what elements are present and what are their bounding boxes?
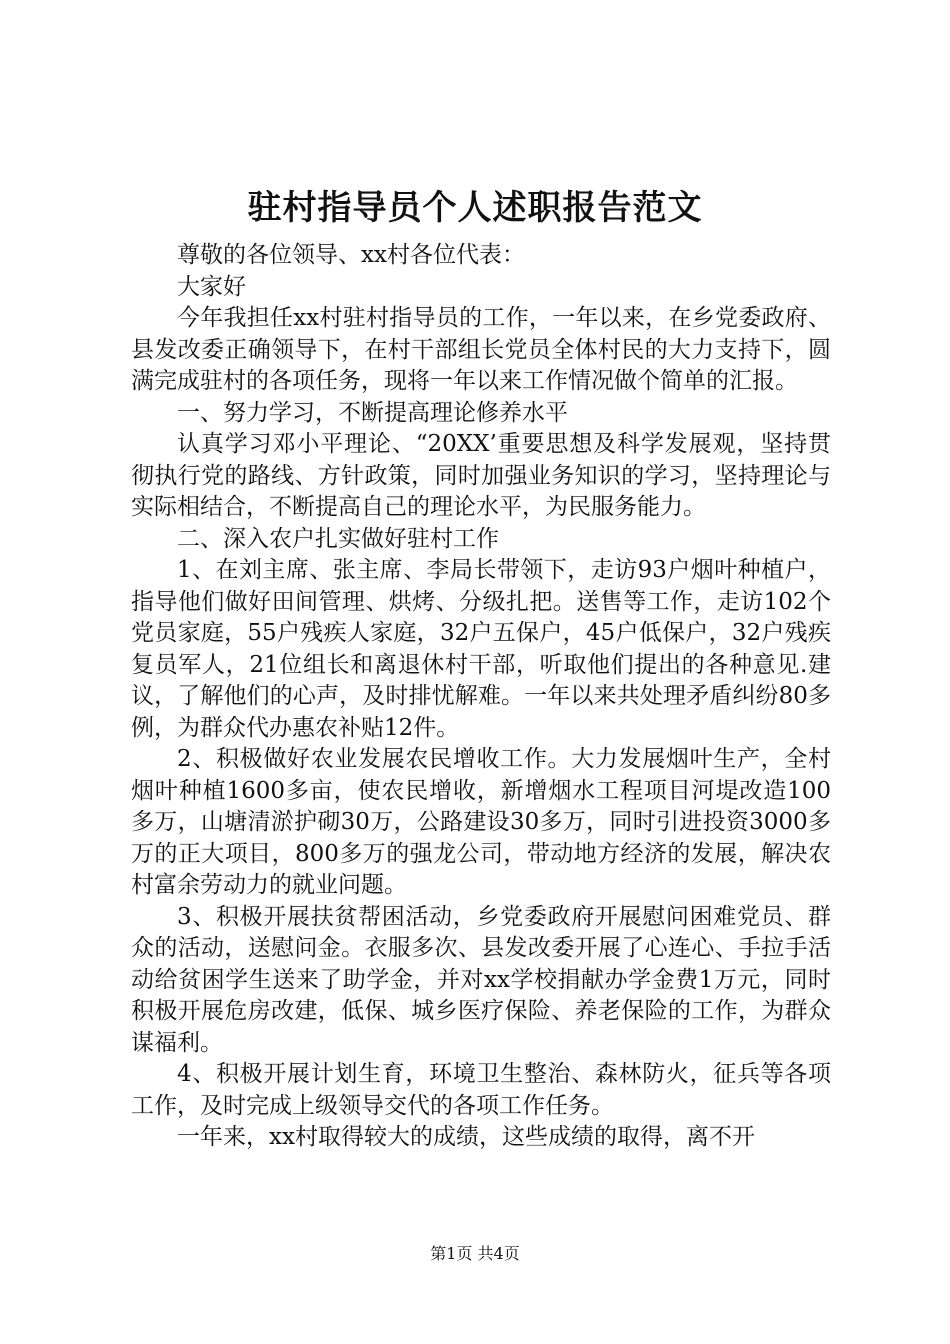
item-2-paragraph: 2、积极做好农业发展农民增收工作。大力发展烟叶生产，全村烟叶种植1600多亩，使农民增收，新增烟水工程项目河堤改造100多万，山塘清淤护砌30万，公路建设30多万，同时引进投资3000多万的正大项目，800多万的强龙公司，带动地方经济的发展，解决农村富余劳动力的就业问题。	[131, 746, 831, 898]
page-number: 第1页 共4页	[430, 1244, 520, 1263]
section-1-paragraph: 认真学习邓小平理论、“20XX’重要思想及科学发展观，坚持贯彻执行党的路线、方针政策，同时加强业务知识的学习，坚持理论与实际相结合，不断提高自己的理论水平，为民服务能力。	[131, 431, 831, 520]
document-body	[131, 240, 831, 1154]
intro-paragraph: 今年我担任xx村驻村指导员的工作，一年以来，在乡党委政府、县发改委正确领导下，在村干部组长党员全体村民的大力支持下，圆满完成驻村的各项任务，现将一年以来工作情况做个简单的汇报。	[131, 305, 831, 394]
section-heading-2: 二、深入农户扎实做好驻村工作	[177, 525, 499, 552]
section-heading-1: 一、努力学习，不断提高理论修养水平	[177, 399, 568, 426]
closing-paragraph: 一年来，xx村取得较大的成绩，这些成绩的取得，离不开	[177, 1124, 755, 1150]
item-1-paragraph: 1、在刘主席、张主席、李局长带领下，走访93户烟叶种植户，指导他们做好田间管理、烘烤、分级扎把。送售等工作，走访102个党员家庭，55户残疾人家庭，32户五保户，45户低保户，32户残疾复员军人，21位组长和离退休村干部，听取他们提出的各种意见.建议，了解他们的心声，及时排忧解难。一年以来共处理矛盾纠纷80多例，为群众代办惠农补贴12件。	[131, 557, 831, 741]
item-3-paragraph: 3、积极开展扶贫帮困活动，乡党委政府开展慰问困难党员、群众的活动，送慰问金。衣服多次、县发改委开展了心连心、手拉手活动给贫困学生送来了助学金，并对xx学校捐献办学金费1万元，同时积极开展危房改建，低保、城乡医疗保险、养老保险的工作，为群众谋福利。	[131, 903, 831, 1056]
item-4-paragraph: 4、积极开展计划生育，环境卫生整治、森林防火，征兵等各项工作，及时完成上级领导交代的各项工作任务。	[131, 1061, 831, 1119]
salutation: 尊敬的各位领导、xx村各位代表：	[177, 242, 525, 268]
greeting: 大家好	[177, 273, 246, 300]
document-title: 驻村指导员个人述职报告范文	[247, 188, 703, 228]
